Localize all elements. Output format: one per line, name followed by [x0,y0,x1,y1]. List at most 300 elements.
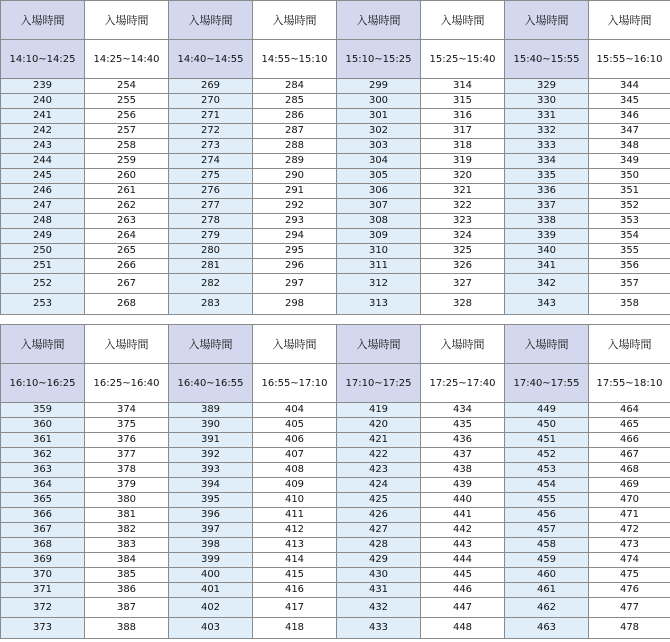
entry-number: 374 [85,403,169,418]
entry-number: 410 [253,493,337,508]
number-row [1,109,670,124]
entry-number: 459 [505,553,589,568]
entry-number: 296 [253,259,337,274]
entry-number: 422 [337,448,421,463]
entry-number: 344 [589,79,670,94]
entry-number: 281 [169,259,253,274]
entry-number: 460 [505,568,589,583]
entry-number: 441 [421,508,505,523]
number-row [1,538,670,553]
time-slot-row [1,364,670,403]
entry-number: 444 [421,553,505,568]
entry-number: 458 [505,538,589,553]
entry-number: 437 [421,448,505,463]
entry-number: 415 [253,568,337,583]
column-header: 入場時間 [421,1,505,40]
time-slot: 16:25~16:40 [85,364,169,403]
time-slot: 15:55~16:10 [589,40,670,79]
entry-number: 257 [85,124,169,139]
number-row [1,214,670,229]
entry-number: 337 [505,199,589,214]
entry-number: 330 [505,94,589,109]
entry-number: 372 [1,598,85,618]
column-header: 入場時間 [589,325,670,364]
entry-number: 346 [589,109,670,124]
entry-time-table-1 [0,0,670,315]
entry-number: 380 [85,493,169,508]
entry-number: 381 [85,508,169,523]
entry-number: 300 [337,94,421,109]
time-slot: 17:25~17:40 [421,364,505,403]
entry-number: 400 [169,568,253,583]
entry-number: 427 [337,523,421,538]
entry-number: 440 [421,493,505,508]
entry-number: 334 [505,154,589,169]
entry-number: 370 [1,568,85,583]
number-row [1,229,670,244]
number-row [1,583,670,598]
entry-number: 325 [421,244,505,259]
entry-number: 255 [85,94,169,109]
entry-number: 408 [253,463,337,478]
entry-number: 446 [421,583,505,598]
number-row [1,478,670,493]
entry-number: 384 [85,553,169,568]
entry-number: 416 [253,583,337,598]
entry-number: 246 [1,184,85,199]
entry-number: 252 [1,274,85,294]
entry-number: 367 [1,523,85,538]
entry-number: 386 [85,583,169,598]
entry-number: 250 [1,244,85,259]
entry-number: 447 [421,598,505,618]
number-row [1,154,670,169]
column-header: 入場時間 [505,325,589,364]
entry-number: 448 [421,618,505,639]
entry-number: 387 [85,598,169,618]
number-row [1,259,670,274]
entry-number: 382 [85,523,169,538]
entry-number: 343 [505,294,589,315]
entry-number: 412 [253,523,337,538]
entry-number: 307 [337,199,421,214]
entry-number: 456 [505,508,589,523]
entry-number: 391 [169,433,253,448]
time-slot: 14:10~14:25 [1,40,85,79]
entry-number: 274 [169,154,253,169]
entry-number: 318 [421,139,505,154]
header-row [1,325,670,364]
time-slot: 15:25~15:40 [421,40,505,79]
number-row [1,568,670,583]
entry-number: 354 [589,229,670,244]
entry-number: 263 [85,214,169,229]
column-header: 入場時間 [1,325,85,364]
entry-number: 247 [1,199,85,214]
entry-number: 283 [169,294,253,315]
time-slot: 14:25~14:40 [85,40,169,79]
entry-number: 324 [421,229,505,244]
entry-number: 286 [253,109,337,124]
entry-number: 368 [1,538,85,553]
entry-number: 275 [169,169,253,184]
entry-number: 477 [589,598,670,618]
entry-number: 358 [589,294,670,315]
number-row [1,508,670,523]
entry-number: 309 [337,229,421,244]
entry-number: 407 [253,448,337,463]
entry-number: 328 [421,294,505,315]
time-slot: 16:10~16:25 [1,364,85,403]
entry-number: 450 [505,418,589,433]
entry-number: 365 [1,493,85,508]
number-row [1,169,670,184]
entry-number: 326 [421,259,505,274]
entry-number: 379 [85,478,169,493]
column-header: 入場時間 [85,1,169,40]
number-row [1,433,670,448]
entry-number: 438 [421,463,505,478]
number-row [1,448,670,463]
entry-number: 373 [1,618,85,639]
column-header: 入場時間 [337,1,421,40]
entry-number: 338 [505,214,589,229]
entry-number: 424 [337,478,421,493]
entry-number: 449 [505,403,589,418]
time-slot: 16:40~16:55 [169,364,253,403]
entry-number: 317 [421,124,505,139]
entry-number: 305 [337,169,421,184]
entry-number: 308 [337,214,421,229]
entry-number: 342 [505,274,589,294]
entry-number: 377 [85,448,169,463]
entry-number: 442 [421,523,505,538]
time-slot: 17:40~17:55 [505,364,589,403]
entry-number: 431 [337,583,421,598]
entry-number: 366 [1,508,85,523]
column-header: 入場時間 [421,325,505,364]
entry-number: 299 [337,79,421,94]
entry-number: 336 [505,184,589,199]
column-header: 入場時間 [253,1,337,40]
entry-number: 390 [169,418,253,433]
entry-number: 310 [337,244,421,259]
entry-number: 276 [169,184,253,199]
entry-number: 428 [337,538,421,553]
entry-number: 316 [421,109,505,124]
entry-number: 302 [337,124,421,139]
entry-number: 244 [1,154,85,169]
column-header: 入場時間 [1,1,85,40]
entry-number: 306 [337,184,421,199]
entry-number: 463 [505,618,589,639]
entry-number: 321 [421,184,505,199]
entry-number: 260 [85,169,169,184]
entry-number: 401 [169,583,253,598]
entry-number: 361 [1,433,85,448]
entry-number: 304 [337,154,421,169]
column-header: 入場時間 [337,325,421,364]
entry-number: 451 [505,433,589,448]
entry-number: 362 [1,448,85,463]
entry-number: 414 [253,553,337,568]
entry-number: 303 [337,139,421,154]
entry-number: 313 [337,294,421,315]
entry-number: 439 [421,478,505,493]
entry-number: 392 [169,448,253,463]
time-slot: 14:40~14:55 [169,40,253,79]
entry-number: 396 [169,508,253,523]
entry-number: 397 [169,523,253,538]
entry-number: 293 [253,214,337,229]
entry-number: 270 [169,94,253,109]
entry-number: 419 [337,403,421,418]
entry-number: 421 [337,433,421,448]
entry-number: 395 [169,493,253,508]
entry-number: 282 [169,274,253,294]
entry-number: 403 [169,618,253,639]
time-slot: 17:10~17:25 [337,364,421,403]
entry-number: 434 [421,403,505,418]
entry-number: 285 [253,94,337,109]
entry-number: 253 [1,294,85,315]
column-header: 入場時間 [589,1,670,40]
entry-number: 279 [169,229,253,244]
entry-number: 425 [337,493,421,508]
entry-number: 405 [253,418,337,433]
entry-number: 271 [169,109,253,124]
entry-number: 356 [589,259,670,274]
entry-number: 264 [85,229,169,244]
entry-number: 298 [253,294,337,315]
entry-number: 261 [85,184,169,199]
entry-number: 272 [169,124,253,139]
entry-number: 265 [85,244,169,259]
entry-number: 266 [85,259,169,274]
entry-number: 433 [337,618,421,639]
entry-number: 292 [253,199,337,214]
entry-number: 375 [85,418,169,433]
time-slot: 15:10~15:25 [337,40,421,79]
entry-number: 378 [85,463,169,478]
entry-number: 445 [421,568,505,583]
entry-number: 287 [253,124,337,139]
entry-number: 340 [505,244,589,259]
entry-number: 360 [1,418,85,433]
entry-number: 332 [505,124,589,139]
entry-number: 462 [505,598,589,618]
entry-number: 268 [85,294,169,315]
entry-number: 288 [253,139,337,154]
column-header: 入場時間 [85,325,169,364]
entry-number: 388 [85,618,169,639]
entry-number: 345 [589,94,670,109]
entry-number: 413 [253,538,337,553]
entry-number: 248 [1,214,85,229]
entry-number: 478 [589,618,670,639]
entry-number: 402 [169,598,253,618]
entry-number: 295 [253,244,337,259]
entry-number: 251 [1,259,85,274]
time-slot: 17:55~18:10 [589,364,670,403]
entry-number: 290 [253,169,337,184]
number-row [1,274,670,294]
entry-number: 322 [421,199,505,214]
entry-number: 420 [337,418,421,433]
entry-number: 452 [505,448,589,463]
entry-number: 383 [85,538,169,553]
entry-number: 329 [505,79,589,94]
entry-number: 254 [85,79,169,94]
entry-number: 291 [253,184,337,199]
entry-number: 243 [1,139,85,154]
entry-number: 406 [253,433,337,448]
entry-number: 239 [1,79,85,94]
entry-number: 464 [589,403,670,418]
entry-number: 294 [253,229,337,244]
entry-number: 443 [421,538,505,553]
entry-number: 467 [589,448,670,463]
entry-number: 473 [589,538,670,553]
entry-number: 359 [1,403,85,418]
entry-number: 349 [589,154,670,169]
column-header: 入場時間 [169,325,253,364]
entry-number: 469 [589,478,670,493]
entry-number: 398 [169,538,253,553]
number-row [1,418,670,433]
number-row [1,94,670,109]
entry-number: 394 [169,478,253,493]
entry-number: 468 [589,463,670,478]
entry-number: 335 [505,169,589,184]
number-row [1,184,670,199]
entry-number: 273 [169,139,253,154]
entry-number: 267 [85,274,169,294]
entry-number: 284 [253,79,337,94]
entry-number: 350 [589,169,670,184]
entry-number: 259 [85,154,169,169]
entry-number: 455 [505,493,589,508]
entry-number: 353 [589,214,670,229]
entry-number: 327 [421,274,505,294]
column-header: 入場時間 [169,1,253,40]
entry-number: 320 [421,169,505,184]
column-header: 入場時間 [253,325,337,364]
entry-number: 280 [169,244,253,259]
entry-number: 465 [589,418,670,433]
entry-number: 277 [169,199,253,214]
entry-number: 426 [337,508,421,523]
entry-number: 256 [85,109,169,124]
entry-number: 457 [505,523,589,538]
number-row [1,403,670,418]
number-row [1,124,670,139]
entry-number: 371 [1,583,85,598]
number-row [1,139,670,154]
time-slot: 14:55~15:10 [253,40,337,79]
entry-number: 352 [589,199,670,214]
entry-number: 409 [253,478,337,493]
number-row [1,244,670,259]
entry-number: 311 [337,259,421,274]
entry-number: 289 [253,154,337,169]
time-slot: 15:40~15:55 [505,40,589,79]
entry-number: 418 [253,618,337,639]
entry-number: 470 [589,493,670,508]
entry-number: 355 [589,244,670,259]
entry-number: 404 [253,403,337,418]
entry-time-table-2 [0,324,670,639]
entry-number: 369 [1,553,85,568]
entry-number: 323 [421,214,505,229]
entry-number: 393 [169,463,253,478]
entry-number: 245 [1,169,85,184]
entry-number: 389 [169,403,253,418]
entry-number: 347 [589,124,670,139]
entry-number: 262 [85,199,169,214]
entry-number: 249 [1,229,85,244]
entry-number: 312 [337,274,421,294]
entry-number: 411 [253,508,337,523]
entry-number: 351 [589,184,670,199]
entry-number: 314 [421,79,505,94]
entry-number: 339 [505,229,589,244]
entry-number: 376 [85,433,169,448]
entry-number: 430 [337,568,421,583]
entry-number: 474 [589,553,670,568]
entry-number: 453 [505,463,589,478]
entry-number: 471 [589,508,670,523]
entry-number: 364 [1,478,85,493]
number-row [1,199,670,214]
time-slot: 16:55~17:10 [253,364,337,403]
number-row [1,523,670,538]
time-slot-row [1,40,670,79]
number-row [1,598,670,618]
entry-number: 278 [169,214,253,229]
entry-number: 331 [505,109,589,124]
entry-number: 333 [505,139,589,154]
entry-number: 301 [337,109,421,124]
number-row [1,463,670,478]
column-header: 入場時間 [505,1,589,40]
entry-number: 472 [589,523,670,538]
entry-number: 348 [589,139,670,154]
number-row [1,493,670,508]
entry-number: 297 [253,274,337,294]
entry-number: 258 [85,139,169,154]
entry-number: 385 [85,568,169,583]
entry-number: 435 [421,418,505,433]
entry-number: 423 [337,463,421,478]
header-row [1,1,670,40]
entry-number: 242 [1,124,85,139]
entry-number: 240 [1,94,85,109]
entry-number: 241 [1,109,85,124]
number-row [1,553,670,568]
entry-number: 269 [169,79,253,94]
entry-number: 315 [421,94,505,109]
entry-number: 454 [505,478,589,493]
entry-number: 357 [589,274,670,294]
entry-number: 363 [1,463,85,478]
entry-number: 429 [337,553,421,568]
entry-number: 461 [505,583,589,598]
entry-number: 436 [421,433,505,448]
entry-number: 475 [589,568,670,583]
number-row [1,79,670,94]
entry-number: 432 [337,598,421,618]
